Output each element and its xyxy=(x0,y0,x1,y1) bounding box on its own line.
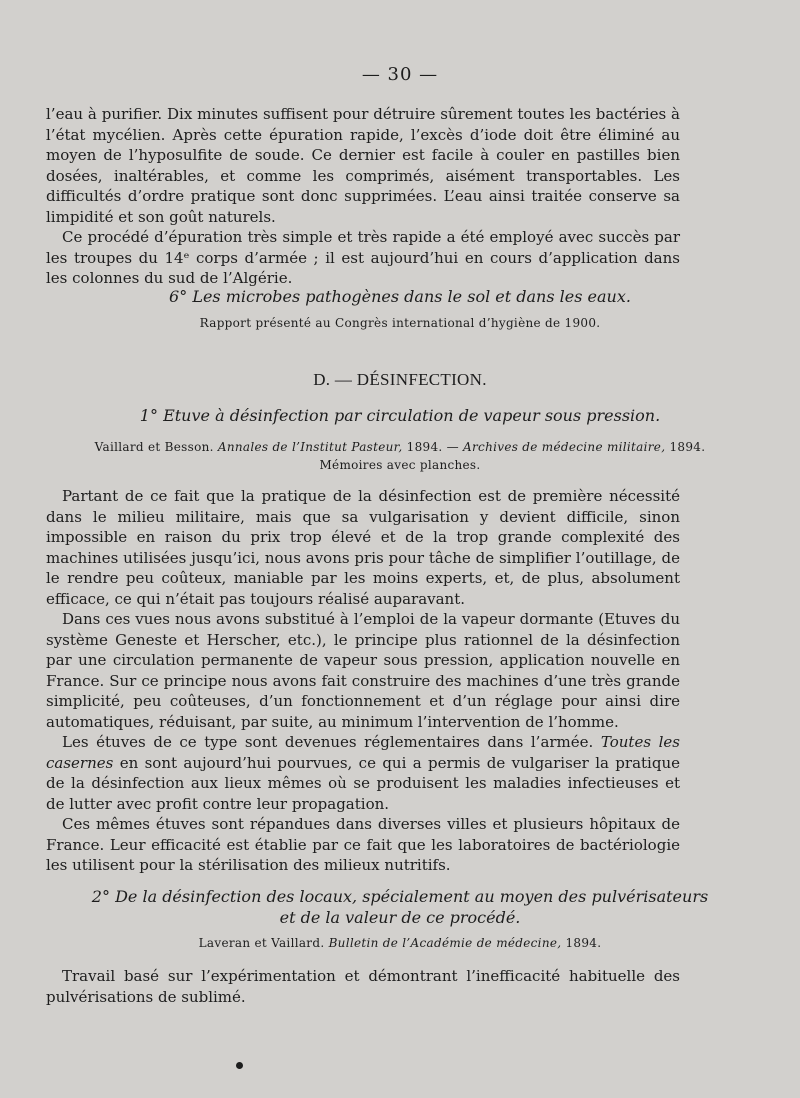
item1-paragraph-1: Partant de ce fait que la pratique de la désinfection est de première nécessité dans le milieu militaire, mais que sa vulgarisation y devient difficile, sinon impossible en raison du prix trop élevé et de la trop grande complexité des machines utilisées jusqu’ici, nous avons pris pour tâche de simplifier l’outillage, de le rendre peu coûteux, maniable par les moins experts, et, de plus, absolument efficace, ce qui n’était pas toujours réalisé auparavant. xyxy=(46,487,680,608)
item1-paragraph-3-start: Les étuves de ce type sont devenues réglementaires dans l’armée. xyxy=(62,733,601,751)
intro-paragraph-1: l’eau à purifier. Dix minutes suffisent pour détruire sûrement toutes les bactéries à l’état mycélien. Après cette épuration rapide, l’excès d’iode doit être éliminé au moyen de l’hyposulfite de soude. Ce dernier est facile à couler en pastilles bien dosées, inaltérables, et comme les comprimés, aisément transportables. Les difficultés d’ordre pratique sont donc supprimées. L’eau ainsi traitée conserve sa limpidité et son goût naturels. xyxy=(46,105,680,226)
item1-paragraph-3-emphasis: Toutes les casernes xyxy=(46,733,680,772)
item2-reference xyxy=(0,936,800,950)
item2-paragraph: Travail basé sur l’expérimentation et démontrant l’inefficacité habituelle des pulvérisations de sublimé. xyxy=(46,967,680,1006)
item1-paragraph-3 xyxy=(46,732,680,814)
ink-dot-mark xyxy=(236,1062,243,1069)
item1-paragraph-2: Dans ces vues nous avons substitué à l’emploi de la vapeur dormante (Etuves du système Geneste et Herscher, etc.), le principe plus rationnel de la désinfection par une circulation permanente de vapeur sous pression, application nouvelle en France. Sur ce principe nous avons fait construire des machines d’une très grande simplicité, peu coûteuses, d’un fonctionnement et d’un réglage pour ainsi dire automatiques, réduisant, par suite, au minimum l’intervention de l’homme. xyxy=(46,610,680,731)
item1-paragraph-3-end: en sont aujourd’hui pourvues, ce qui a permis de vulgariser la pratique de la désinfection aux lieux mêmes où se produisent les maladies infectieuses et de lutter avec profit contre leur propagation. xyxy=(46,753,680,813)
item1-paragraph-4: Ces mêmes étuves sont répandues dans diverses villes et plusieurs hôpitaux de France. Leur efficacité est établie par ce fait que les laboratoires de bactériologie les utilisent pour la stérilisation des milieux nutritifs. xyxy=(46,815,680,874)
item1-text xyxy=(46,486,680,876)
item1-ref-journal2: Archives de médecine militaire, xyxy=(463,440,666,454)
item1-ref-journal1: Annales de l’Institut Pasteur, xyxy=(217,440,403,454)
intro-paragraph-2: Ce procédé d’épuration très simple et très rapide a été employé avec succès par les troupes du 14ᵉ corps d’armée ; il est aujourd’hui en cours d’application dans les colonnes du sud de l’Algérie. xyxy=(46,228,680,287)
item2-title-line2: et de la valeur de ce procédé. xyxy=(279,908,521,927)
item1-ref-authors: Vaillard et Besson. xyxy=(94,440,214,454)
item2-text xyxy=(46,966,680,1007)
intro-text xyxy=(46,104,680,289)
item1-ref-year1: 1894. — xyxy=(406,440,459,454)
item6-title: 6° Les microbes pathogènes dans le sol et dans les eaux. xyxy=(169,287,631,306)
section-d-title: D. — DÉSINFECTION. xyxy=(313,370,487,389)
item2-ref-authors: Laveran et Vaillard. xyxy=(198,936,325,950)
item1-title: 1° Etuve à désinfection par circulation de vapeur sous pression. xyxy=(139,406,661,425)
item2-ref-year: 1894. xyxy=(565,936,602,950)
item2-title-line1: 2° De la désinfection des locaux, spécialement au moyen des pulvérisateurs xyxy=(91,887,709,906)
item1-ref-year2: 1894. xyxy=(669,440,706,454)
item1-reference-line2: Mémoires avec planches. xyxy=(319,458,481,472)
item1-reference xyxy=(0,440,800,454)
item2-ref-journal: Bulletin de l’Académie de médecine, xyxy=(328,936,562,950)
page-number: — 30 — xyxy=(361,64,439,85)
item6-reference: Rapport présenté au Congrès international d’hygiène de 1900. xyxy=(199,316,601,330)
